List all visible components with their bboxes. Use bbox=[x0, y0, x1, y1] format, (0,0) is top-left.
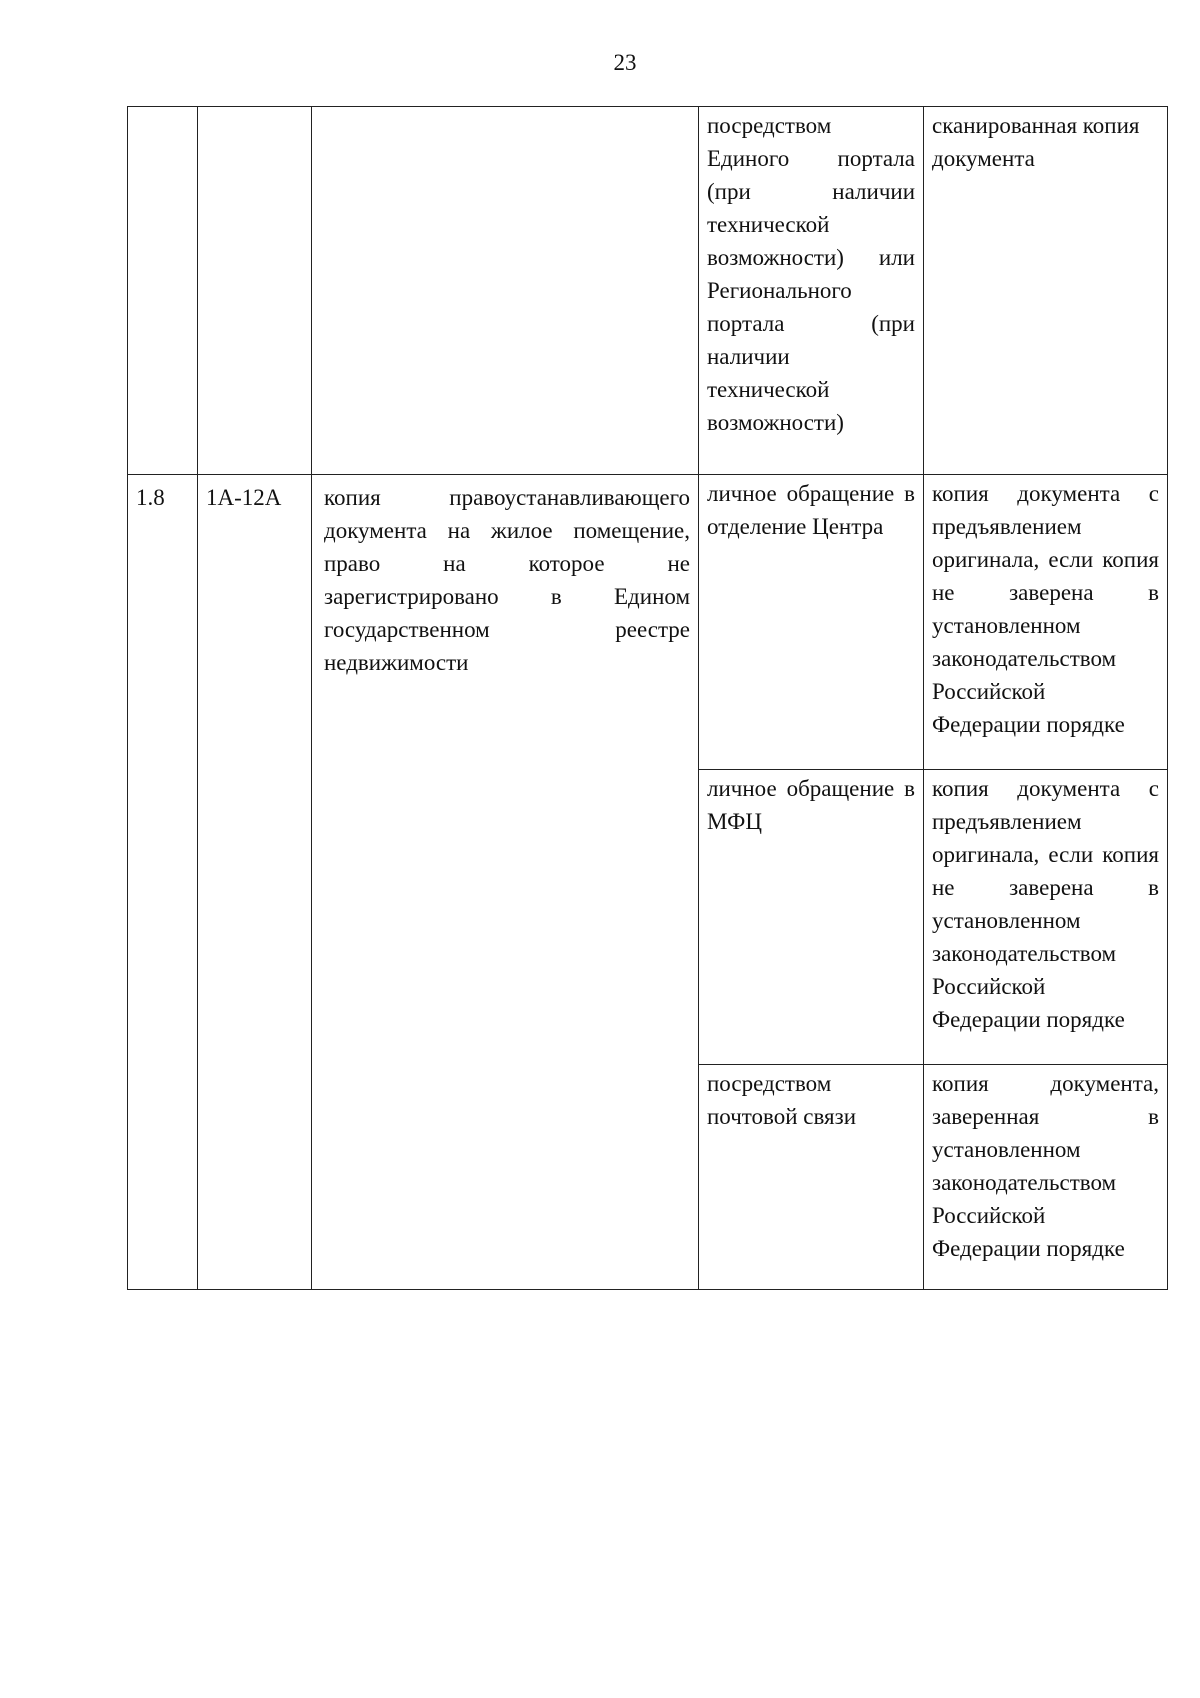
page-number: 23 bbox=[613, 50, 637, 75]
document-description-cell: копия правоустанавливающего документа на жилое помещение, право на которое не зарегистрировано в Едином государственном реестре недвижимости bbox=[312, 475, 699, 1290]
row-code-cell: 1А-12А bbox=[198, 475, 312, 1290]
submission-method-cell: личное обращение в отделение Центра bbox=[699, 475, 924, 770]
row-number-cell: 1.8 bbox=[128, 475, 198, 1290]
submission-method-cell: посредством Единого портала (при наличии технической возможности) или Регионального портала (при наличии технической возможности) bbox=[699, 107, 924, 475]
document-table bbox=[127, 106, 1168, 1290]
table-row-continued bbox=[128, 107, 1168, 475]
document-form-cell: сканированная копия документа bbox=[924, 107, 1168, 475]
document-form-cell: копия документа с предъявлением оригинала, если копия не заверена в установленном законодательством Российской Федерации порядке bbox=[924, 770, 1168, 1065]
submission-method-cell: личное обращение в МФЦ bbox=[699, 770, 924, 1065]
empty-cell-number bbox=[128, 107, 198, 475]
table-row-1-8 bbox=[128, 475, 1168, 770]
empty-cell-code bbox=[198, 107, 312, 475]
document-form-cell: копия документа, заверенная в установленном законодательством Российской Федерации порядке bbox=[924, 1065, 1168, 1290]
submission-method-cell: посредством почтовой связи bbox=[699, 1065, 924, 1290]
empty-cell-description bbox=[312, 107, 699, 475]
document-form-cell: копия документа с предъявлением оригинала, если копия не заверена в установленном законодательством Российской Федерации порядке bbox=[924, 475, 1168, 770]
